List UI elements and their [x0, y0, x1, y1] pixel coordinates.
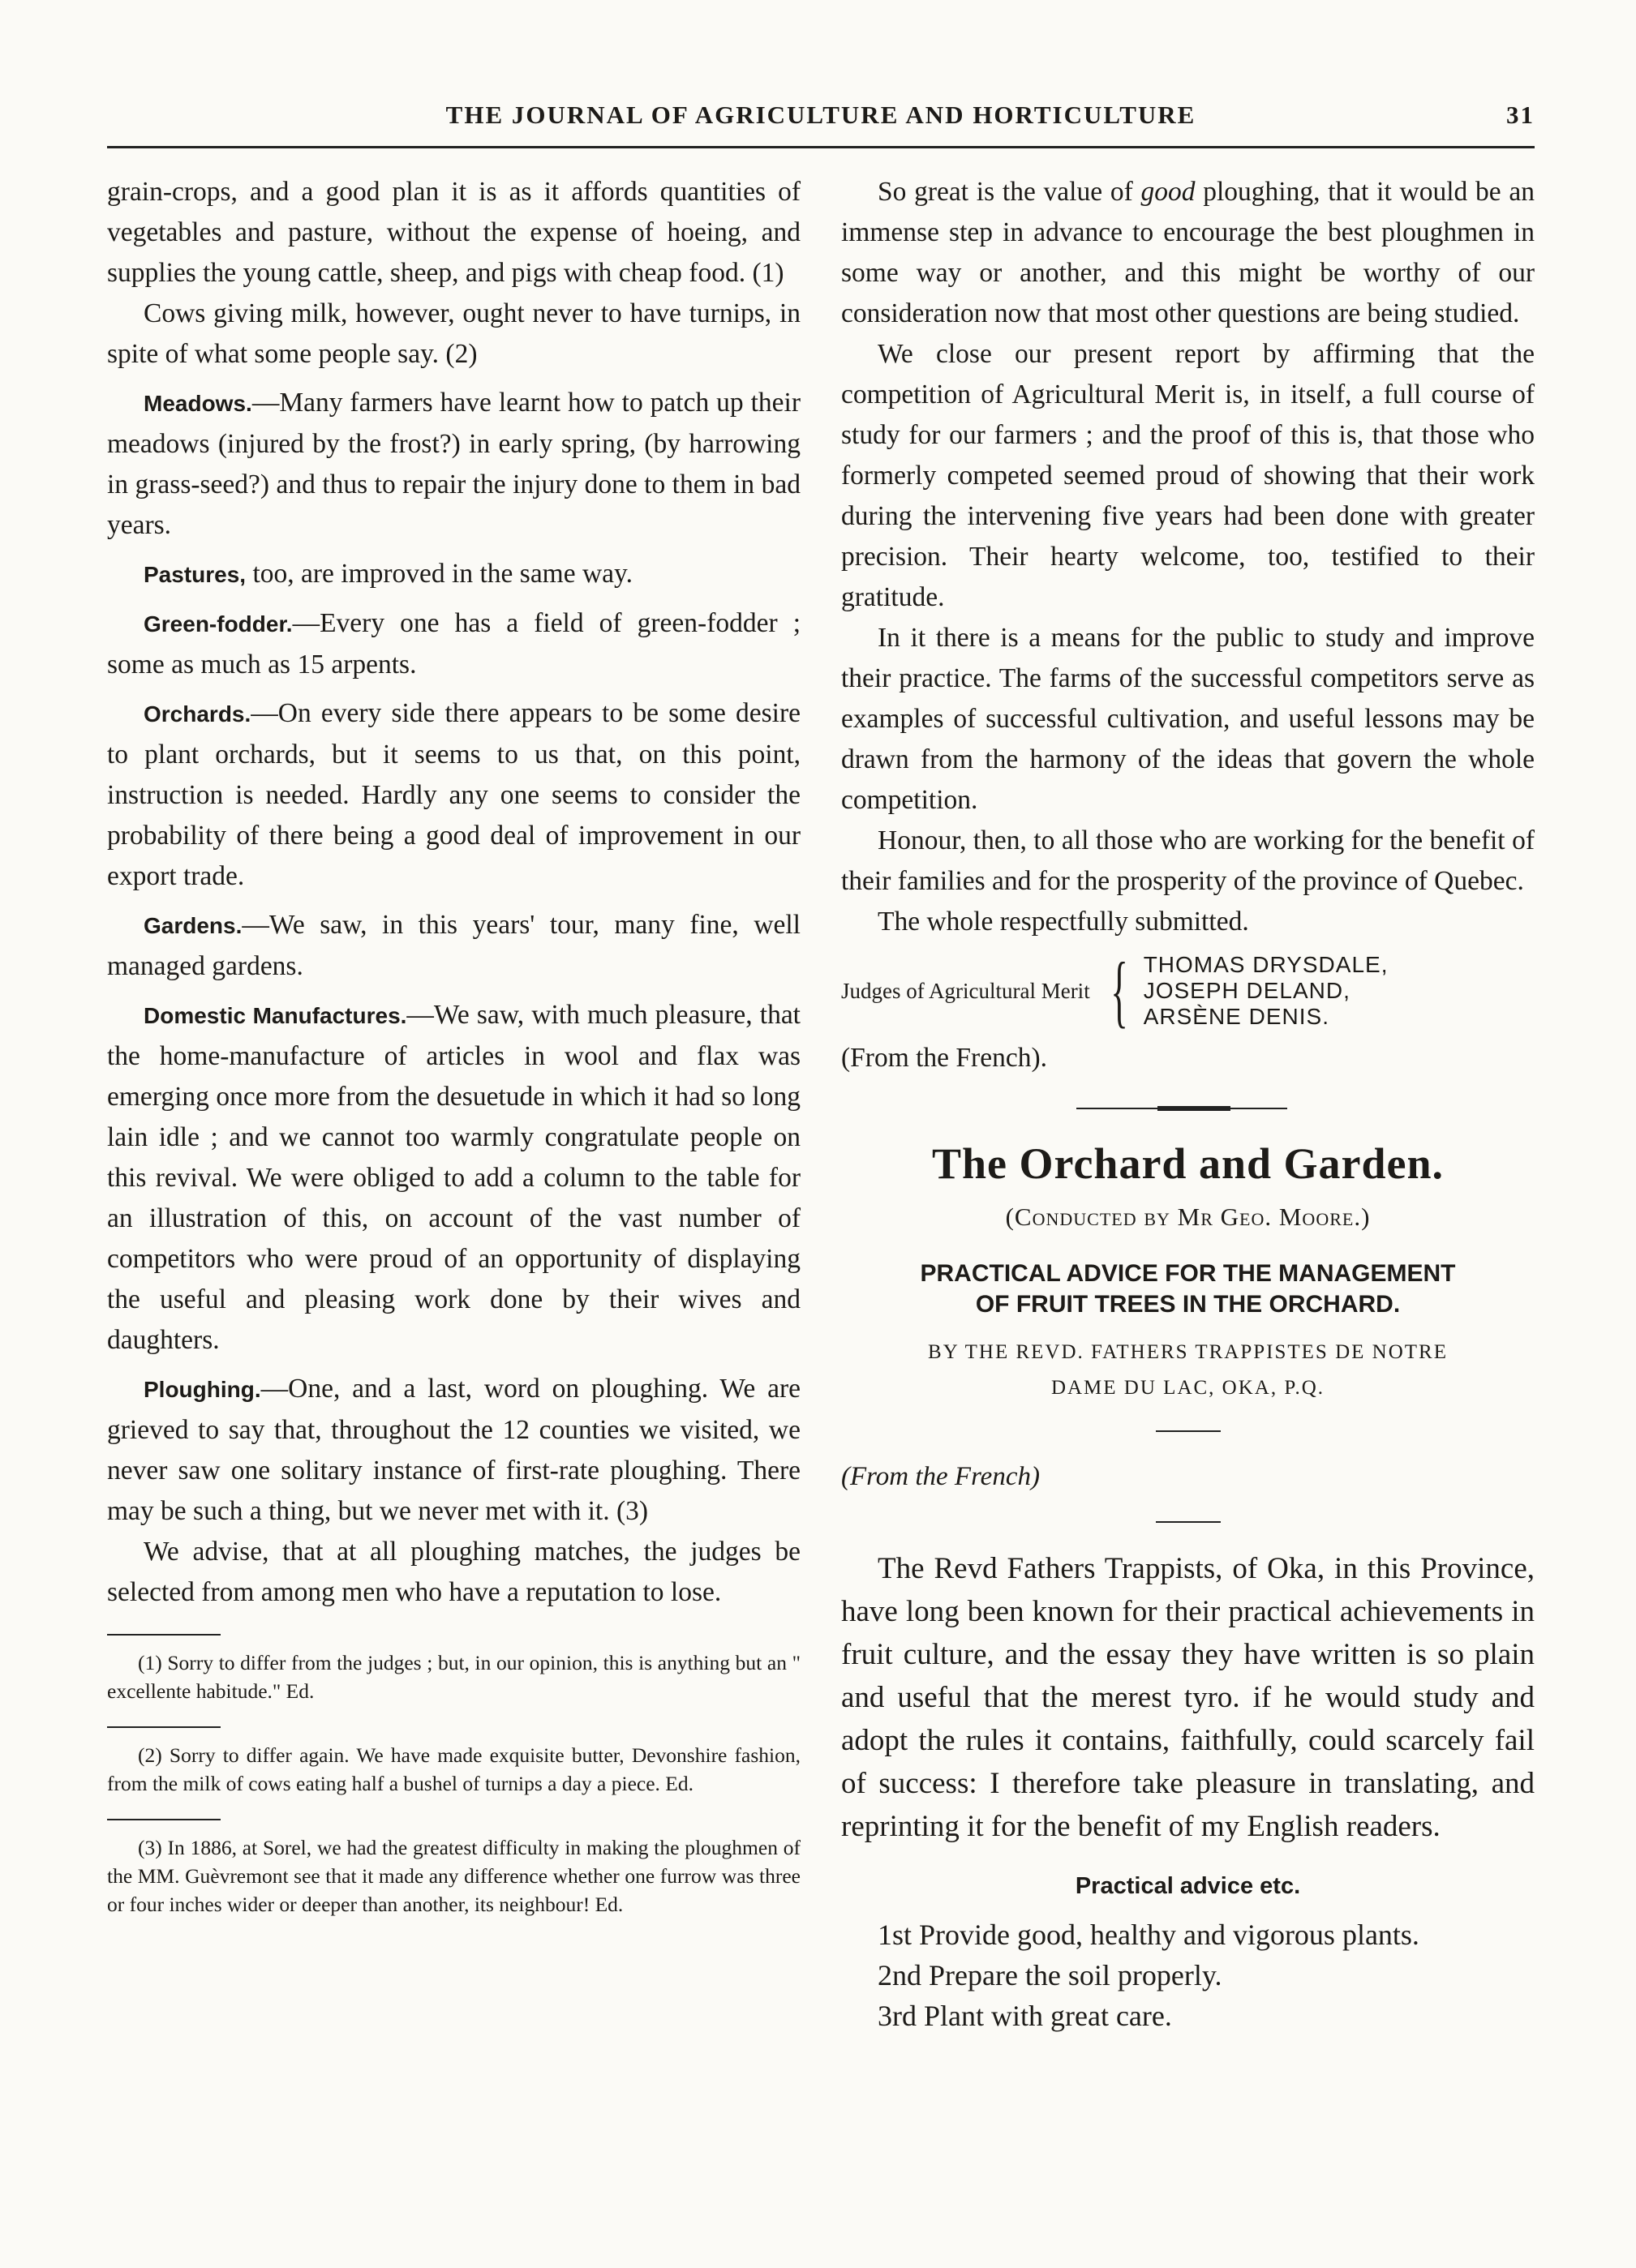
signature-name: ARSÈNE DENIS. [1143, 1004, 1329, 1029]
paragraph-means: In it there is a means for the public to study and improve their practice. The farms of the successful competitors serve as examples of successful cultivation, and useful lessons may be drawn from the harmony of the ideas that govern the whole competition. [841, 623, 1535, 815]
paragraph-green-fodder [107, 603, 801, 685]
domestic-manufactures-text: —We saw, with much pleasure, that the home-manufacture of articles in wool and flax was emerging once more from the desuetude in which it had so long lain idle ; and we cannot too warmly congratulate people on this revival. We were obliged to add a column to the table for an illustration of this, on account of the vast number of competitors who were proud of an opportunity of displaying the useful and pleasing work done by their wives and daughters. [107, 1000, 801, 1355]
journal-title: THE JOURNAL OF AGRICULTURE AND HORTICULTURE [445, 101, 1196, 129]
byline: BY THE REVD. FATHERS TRAPPISTES DE NOTRE DAME DU LAC, OKA, P.Q. [928, 1341, 1448, 1399]
signature-name: JOSEPH DELAND, [1143, 978, 1350, 1003]
right-column [841, 172, 1535, 2036]
footnote-rule [107, 1819, 221, 1820]
advice-list [841, 1914, 1535, 2036]
paragraph-orchards [107, 693, 801, 897]
running-head [107, 101, 1535, 133]
meadows-text: —Many farmers have learnt how to patch up their meadows (injured by the frost?) in early spring, (by harrowing in grass-seed?) and thus to repair the injury done to them in bad years. [107, 388, 801, 540]
pastures-text: too, are improved in the same way. [246, 559, 633, 589]
paragraph-cows: Cows giving milk, however, ought never to have turnips, in spite of what some people say. (2) [107, 298, 801, 369]
list-item: 3rd Plant with great care. [878, 2000, 1172, 2032]
from-the-french-note: (From the French). [841, 1043, 1047, 1073]
paragraph-ploughing [107, 1369, 801, 1532]
from-the-french-italic: (From the French) [841, 1462, 1040, 1491]
paragraph-close-report: We close our present report by affirming that the competition of Agricultural Merit is, in itself, a full course of study for our farmers ; and the proof of this is, that those who formerly competed seemed proud of showing that their work during the intervening five years had been done with greater precision. Their hearty welcome, too, testified to their gratitude. [841, 339, 1535, 612]
footnote-3: (3) In 1886, at Sorel, we had the greatest difficulty in making the ploughmen of the MM. Guèvremont see that it made any difference whether one furrow was three or four inches wider or deeper than another, its neighbour! Ed. [107, 1836, 801, 1916]
signature-names [1144, 952, 1389, 1030]
short-rule [1156, 1521, 1221, 1523]
paragraph-advise: We advise, that at all ploughing matches, the judges be selected from among men who have a reputation to lose. [107, 1537, 801, 1607]
paragraph-domestic-manufactures [107, 995, 801, 1361]
emphasis-good: good [1140, 177, 1196, 207]
signature-name: THOMAS DRYSDALE, [1143, 952, 1389, 977]
list-item: 2nd Prepare the soil properly. [878, 1959, 1222, 1991]
signature-block [841, 945, 1535, 1035]
section-subtitle: (Conducted by Mr Geo. Moore.) [1005, 1203, 1371, 1231]
short-rule [1156, 1430, 1221, 1432]
paragraph-good-ploughing: So great is the value of good ploughing, that it would be an immense step in advance to encourage the best ploughmen in some way or another, and this might be worthy of our consideration now that most other questions are being studied. [841, 177, 1535, 328]
orchards-label: Orchards. [144, 701, 251, 727]
footnote-2: (2) Sorry to differ again. We have made exquisite butter, Devonshire fashion, from the milk of cows eating half a bushel of turnips a day a piece. Ed. [107, 1743, 801, 1795]
orchards-text: —On every side there appears to be some desire to plant orchards, but it seems to us that, on this point, instruction is needed. Hardly any one seems to consider the probability of there being a good deal of improvement in our export trade. [107, 698, 801, 891]
paragraph-grain-crops: grain-crops, and a good plan it is as it affords quantities of vegetables and pasture, without the expense of hoeing, and supplies the young cattle, sheep, and pigs with cheap food. (1) [107, 177, 801, 288]
page-number: 31 [1506, 101, 1535, 129]
green-fodder-text: —Every one has a field of green-fodder ; some as much as 15 arpents. [107, 608, 801, 680]
paragraph-pastures [107, 554, 801, 595]
footnote-rule [107, 1634, 221, 1636]
ornamental-rule [841, 1098, 1535, 1119]
ploughing-label: Ploughing. [144, 1377, 261, 1402]
gardens-label: Gardens. [144, 913, 243, 938]
domestic-manufactures-label: Domestic Manufactures. [144, 1003, 407, 1028]
signature-role: Judges of Agricultural Merit [841, 979, 1090, 1003]
left-column [107, 172, 801, 1919]
section-title: The Orchard and Garden. [931, 1139, 1445, 1188]
header-rule [107, 146, 1535, 148]
paragraph-gardens [107, 905, 801, 987]
ploughing-text: —One, and a last, word on ploughing. We are grieved to say that, throughout the 12 counties we visited, we never saw one solitary instance of first-rate ploughing. There may be such a thing, but we never met with it. (3) [107, 1374, 801, 1526]
paragraph-honour: Honour, then, to all those who are working for the benefit of their families and for the prosperity of the province of Quebec. [841, 825, 1535, 896]
list-item: 1st Provide good, healthy and vigorous plants. [878, 1919, 1419, 1951]
footnote-1: (1) Sorry to differ from the judges ; but, in our opinion, this is anything but an " excellente habitude." Ed. [107, 1651, 801, 1703]
paragraph-submitted: The whole respectfully submitted. [878, 907, 1249, 937]
paragraph-intro: The Revd Fathers Trappists, of Oka, in this Province, have long been known for their practical achievements in fruit culture, and the essay they have written is so plain and useful that the merest tyro. if he would study and adopt the rules it contains, faithfully, could scarcely fail of success: I therefore take pleasure in translating, and reprinting it for the benefit of my English readers. [841, 1552, 1535, 1843]
article-title: PRACTICAL ADVICE FOR THE MANAGEMENT OF FRUIT TREES IN THE ORCHARD. [920, 1260, 1456, 1318]
paragraph-meadows [107, 383, 801, 546]
green-fodder-label: Green-fodder. [144, 611, 293, 637]
pastures-label: Pastures, [144, 562, 247, 587]
footnote-rule [107, 1726, 221, 1728]
meadows-label: Meadows. [144, 391, 252, 416]
practical-advice-heading: Practical advice etc. [1075, 1873, 1301, 1899]
brace-icon: { [1110, 945, 1128, 1035]
gardens-text: —We saw, in this years' tour, many fine, well managed gardens. [107, 910, 801, 981]
